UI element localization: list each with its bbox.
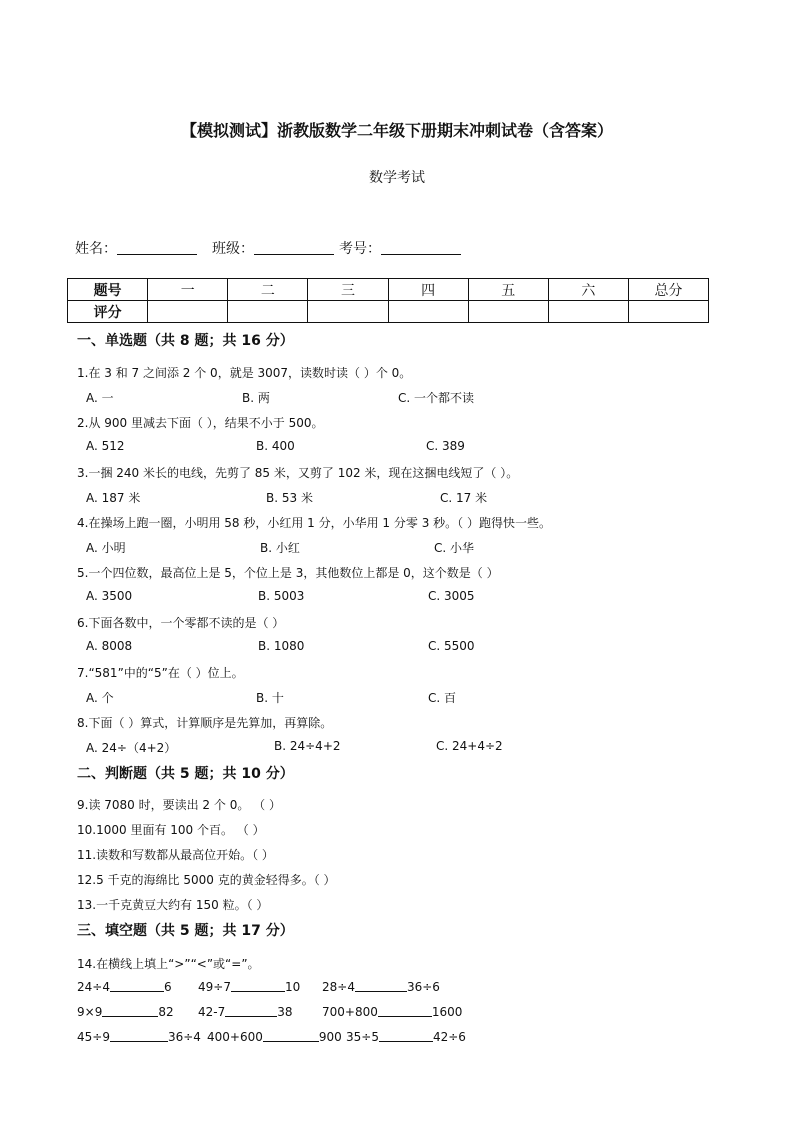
compare-left: 45÷9	[77, 1030, 110, 1044]
option[interactable]: C. 389	[426, 439, 465, 453]
compare-right: 38	[277, 1005, 293, 1019]
score-header-cell: 一	[148, 279, 228, 301]
score-table-header-row	[68, 279, 709, 301]
compare-left: 24÷4	[77, 980, 110, 994]
question-text: 11.读数和写数都从最高位开始。（ ）	[77, 848, 274, 862]
page-title: 【模拟测试】浙教版数学二年级下册期末冲刺试卷（含答案）	[180, 121, 613, 140]
compare-item[interactable]	[198, 980, 300, 994]
question-text: 10.1000 里面有 100 个百。 （ ）	[77, 823, 265, 837]
score-cell[interactable]	[468, 301, 548, 323]
score-cell[interactable]	[228, 301, 308, 323]
question-text: 9.读 7080 时，要读出 2 个 0。 （ ）	[77, 798, 281, 812]
score-cell[interactable]	[308, 301, 388, 323]
compare-item[interactable]	[77, 1005, 174, 1019]
class-label: 班级：	[212, 241, 254, 257]
question-text: 7.“581”中的“5”在（ ）位上。	[77, 666, 244, 680]
score-cell[interactable]	[388, 301, 468, 323]
compare-left: 49÷7	[198, 980, 231, 994]
option[interactable]: A. 个	[86, 691, 114, 705]
option[interactable]: B. 5003	[258, 589, 305, 603]
option[interactable]: A. 24÷（4+2）	[86, 741, 177, 755]
question-text: 4.在操场上跑一圈，小明用 58 秒，小红用 1 分，小华用 1 分零 3 秒。（ ）跑得快一些。	[77, 516, 551, 530]
option[interactable]: A. 小明	[86, 541, 126, 555]
option[interactable]: C. 小华	[434, 541, 475, 555]
option[interactable]: A. 187 米	[86, 491, 141, 505]
class-field[interactable]	[212, 238, 334, 258]
score-cell[interactable]	[148, 301, 228, 323]
compare-item[interactable]	[77, 980, 172, 994]
compare-right: 10	[284, 980, 301, 994]
compare-item[interactable]	[346, 1030, 466, 1044]
compare-left: 42-7	[198, 1005, 226, 1019]
compare-right: 900	[318, 1030, 342, 1044]
compare-right: 42÷6	[432, 1030, 466, 1044]
compare-left: 35÷5	[346, 1030, 379, 1044]
option[interactable]: C. 5500	[428, 639, 475, 653]
score-table	[67, 278, 709, 323]
compare-left: 700+800	[322, 1005, 378, 1019]
question-text: 5.一个四位数，最高位上是 5，个位上是 3，其他数位上都是 0，这个数是（ ）	[77, 566, 499, 580]
option[interactable]: B. 十	[256, 691, 284, 705]
score-cell[interactable]	[548, 301, 628, 323]
compare-left: 28÷4	[322, 980, 355, 994]
score-header-cell: 三	[308, 279, 388, 301]
compare-item[interactable]	[322, 980, 440, 994]
score-header-cell: 四	[388, 279, 468, 301]
score-header-cell: 二	[228, 279, 308, 301]
question-text: 14.在横线上填上“>”“<”或“=”。	[77, 957, 260, 971]
compare-item[interactable]	[322, 1005, 462, 1019]
section-title: 三、填空题（共 5 题；共 17 分）	[77, 923, 294, 939]
option[interactable]: B. 53 米	[266, 491, 313, 505]
score-table-score-row	[68, 301, 709, 323]
score-header-cell: 六	[548, 279, 628, 301]
compare-item[interactable]	[198, 1005, 293, 1019]
name-field[interactable]	[75, 238, 197, 258]
question-text: 6.下面各数中，一个零都不读的是（ ）	[77, 616, 285, 630]
compare-right: 6	[163, 980, 172, 994]
compare-right: 1600	[431, 1005, 463, 1019]
option[interactable]: B. 24÷4+2	[274, 739, 341, 753]
score-header-cell: 题号	[68, 279, 148, 301]
compare-left: 9×9	[77, 1005, 103, 1019]
question-text: 13.一千克黄豆大约有 150 粒。（ ）	[77, 898, 269, 912]
score-header-cell: 五	[468, 279, 548, 301]
option[interactable]: C. 3005	[428, 589, 475, 603]
option[interactable]: A. 一	[86, 391, 114, 405]
compare-item[interactable]	[77, 1030, 201, 1044]
score-cell[interactable]	[628, 301, 708, 323]
question-text: 2.从 900 里减去下面（ ），结果不小于 500。	[77, 416, 324, 430]
page-subtitle: 数学考试	[369, 170, 425, 186]
option[interactable]: A. 3500	[86, 589, 133, 603]
compare-right: 82	[158, 1005, 174, 1019]
question-text: 8.下面（ ）算式，计算顺序是先算加，再算除。	[77, 716, 333, 730]
compare-item[interactable]	[207, 1030, 342, 1044]
name-label: 姓名：	[75, 241, 117, 257]
option[interactable]: A. 8008	[86, 639, 133, 653]
question-text: 3.一捆 240 米长的电线，先剪了 85 米，又剪了 102 米，现在这捆电线短了（ ）。	[77, 466, 519, 480]
option[interactable]: C. 24+4÷2	[436, 739, 503, 753]
question-text: 1.在 3 和 7 之间添 2 个 0，就是 3007，读数时读（ ）个 0。	[77, 366, 412, 380]
option[interactable]: A. 512	[86, 439, 125, 453]
option[interactable]: C. 百	[428, 691, 457, 705]
option[interactable]: B. 1080	[258, 639, 305, 653]
compare-right: 36÷6	[406, 980, 440, 994]
section-title: 二、判断题（共 5 题；共 10 分）	[77, 766, 294, 782]
exam-no-label: 考号：	[339, 241, 381, 257]
score-row-label: 评分	[68, 301, 148, 323]
question-text: 12.5 千克的海绵比 5000 克的黄金轻得多。（ ）	[77, 873, 336, 887]
option[interactable]: B. 两	[242, 391, 270, 405]
section-title: 一、单选题（共 8 题；共 16 分）	[77, 333, 294, 349]
option[interactable]: B. 400	[256, 439, 295, 453]
exam-no-field[interactable]	[339, 238, 461, 258]
compare-right: 36÷4	[167, 1030, 201, 1044]
compare-left: 400+600	[207, 1030, 263, 1044]
option[interactable]: C. 17 米	[440, 491, 488, 505]
option[interactable]: B. 小红	[260, 541, 300, 555]
score-header-cell: 总分	[628, 279, 708, 301]
option[interactable]: C. 一个都不读	[398, 391, 475, 405]
